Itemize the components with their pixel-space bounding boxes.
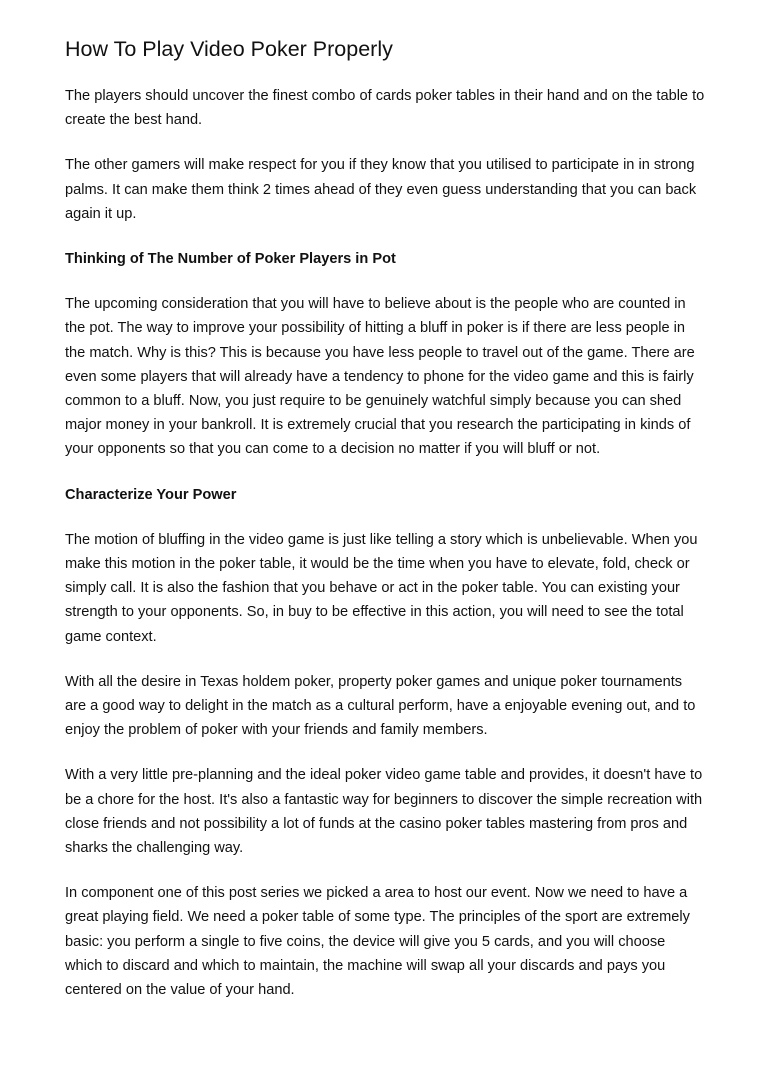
paragraph: With a very little pre-planning and the ideal poker video game table and provides, it doesn't have to be a chore for the host. It's also a fantastic way for beginners to discover the simple recreation with close friends and not possibility a lot of funds at the casino poker tables mastering from pros and sharks the challenging way. xyxy=(65,767,703,857)
paragraph: With all the desire in Texas holdem poker, property poker games and unique poker tournaments are a good way to delight in the match as a cultural perform, have a enjoyable evening out, and to enjoy the problem of poker with your friends and family members. xyxy=(65,673,696,739)
spacer xyxy=(65,226,705,247)
document-title: How To Play Video Poker Properly xyxy=(65,37,393,61)
paragraph: The other gamers will make respect for you if they know that you utilised to participate in in strong palms. It can make them think 2 times ahead of they even guess understanding that you can back again it up. xyxy=(65,157,697,222)
spacer xyxy=(65,462,705,483)
paragraph: The upcoming consideration that you will have to believe about is the people who are counted in the pot. The way to improve your possibility of hitting a bluff in poker is if there are less people in the match. Why is this? This is because you have less people to travel out of the game. There are even some players that will already have a tendency to phone for the video game and this is fairly common to a bluff. Now, you just require to be genuinely watchful simply because you can shed major money in your bankroll. It is extremely crucial that you research the participating in kinds of your opponents so that you can come to a decision no matter if you will bluff or not. xyxy=(65,296,695,458)
spacer xyxy=(65,742,705,763)
spacer xyxy=(65,64,705,84)
spacer xyxy=(65,507,705,528)
spacer xyxy=(65,649,705,670)
document-page xyxy=(65,34,705,1002)
spacer xyxy=(65,132,705,153)
spacer xyxy=(65,271,705,292)
paragraph: The motion of bluffing in the video game is just like telling a story which is unbelievable. When you make this motion in the poker table, it would be the time when you have to elevate, fold, check or simply call. It is also the fashion that you behave or act in the poker table. You can existing your strength to your opponents. So, in buy to be effective in this action, you will need to see the total game context. xyxy=(65,531,698,645)
paragraph: The players should uncover the finest combo of cards poker tables in their hand and on the table to create the best hand. xyxy=(65,88,705,129)
spacer xyxy=(65,860,705,881)
paragraph: In component one of this post series we picked a area to host our event. Now we need to have a great playing field. We need a poker table of some type. The principles of the sport are extremely basic: you perform a single to five coins, the device will give you 5 cards, and you will choose which to discard and which to maintain, the machine will swap all your discards and pays you centered on the value of your hand. xyxy=(65,885,690,999)
section-heading: Thinking of The Number of Poker Players in Pot xyxy=(65,251,396,268)
section-heading: Characterize Your Power xyxy=(65,486,237,503)
